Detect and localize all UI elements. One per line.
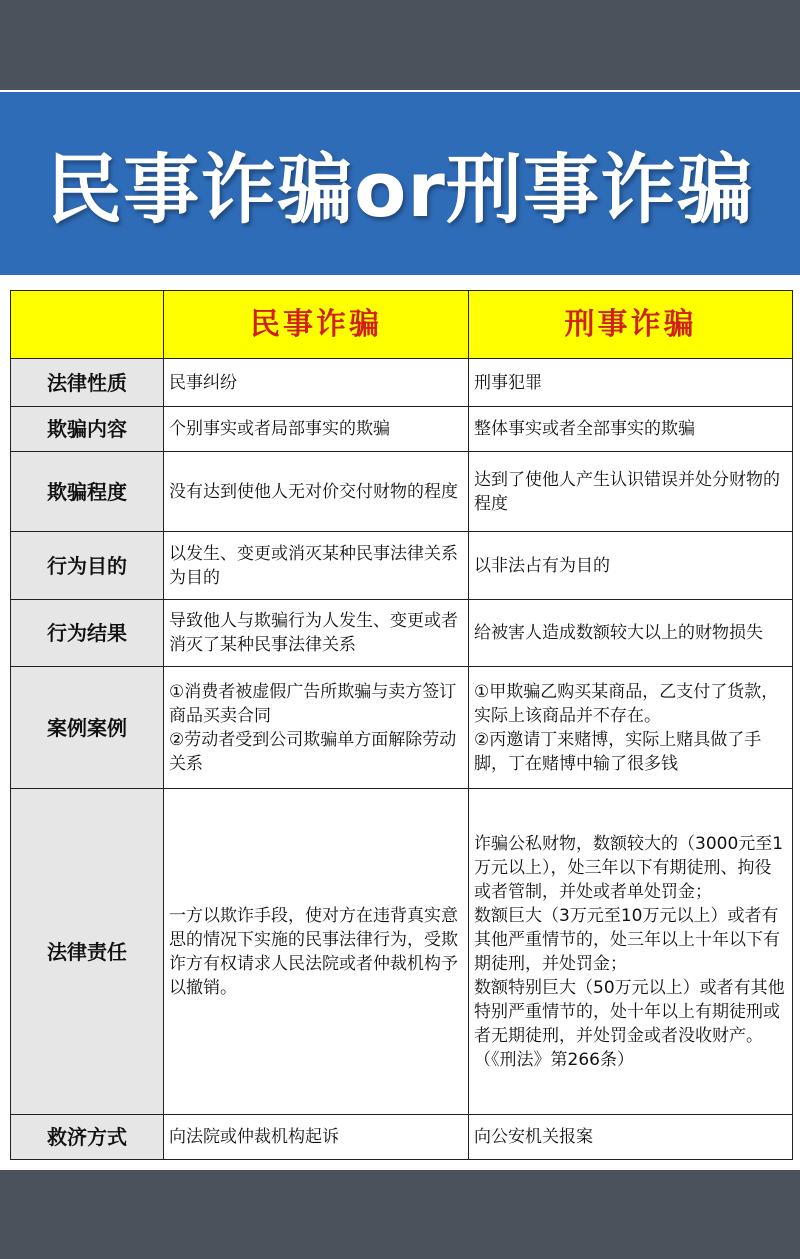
civil-cell: 民事纠纷 [164, 359, 469, 407]
header-civil: 民事诈骗 [164, 291, 469, 359]
criminal-cell: 诈骗公私财物，数额较大的（3000元至1万元以上），处三年以下有期徒刑、拘役或者管制，并处或者单处罚金； 数额巨大（3万元至10万元以上）或者有其他严重情节的，处三年以上十年以下有期徒刑，并处罚金； 数额特别巨大（50万元以上）或者有其他特别严重情节的，处十年以上有期徒刑或者无期徒刑，并处罚金或者没收财产。（《刑法》第266条） [469, 789, 793, 1115]
comparison-table [10, 290, 793, 1160]
table-row [11, 1115, 793, 1160]
civil-cell: 导致他人与欺骗行为人发生、变更或者消灭了某种民事法律关系 [164, 600, 469, 667]
criminal-cell: 向公安机关报案 [469, 1115, 793, 1160]
table-row [11, 359, 793, 407]
criminal-cell: ①甲欺骗乙购买某商品，乙支付了货款，实际上该商品并不存在。 ②丙邀请丁来赌博，实际上赌具做了手脚，丁在赌博中输了很多钱 [469, 667, 793, 789]
table-row [11, 452, 793, 532]
civil-cell: ①消费者被虚假广告所欺骗与卖方签订商品买卖合同 ②劳动者受到公司欺骗单方面解除劳动关系 [164, 667, 469, 789]
row-label: 行为目的 [11, 532, 164, 600]
table-row [11, 407, 793, 452]
bottom-bar [0, 1170, 800, 1259]
table-row [11, 532, 793, 600]
row-label: 救济方式 [11, 1115, 164, 1160]
civil-cell: 以发生、变更或消灭某种民事法律关系为目的 [164, 532, 469, 600]
row-label: 法律性质 [11, 359, 164, 407]
row-label: 法律责任 [11, 789, 164, 1115]
row-label: 行为结果 [11, 600, 164, 667]
criminal-cell: 刑事犯罪 [469, 359, 793, 407]
civil-cell: 没有达到使他人无对价交付财物的程度 [164, 452, 469, 532]
header-criminal: 刑事诈骗 [469, 291, 793, 359]
civil-cell: 向法院或仲裁机构起诉 [164, 1115, 469, 1160]
civil-cell: 一方以欺诈手段，使对方在违背真实意思的情况下实施的民事法律行为，受欺诈方有权请求人民法院或者仲裁机构予以撤销。 [164, 789, 469, 1115]
row-label: 欺骗内容 [11, 407, 164, 452]
row-label: 案例案例 [11, 667, 164, 789]
criminal-cell: 达到了使他人产生认识错误并处分财物的程度 [469, 452, 793, 532]
criminal-cell: 以非法占有为目的 [469, 532, 793, 600]
top-bar [0, 0, 800, 90]
page-title: 民事诈骗or刑事诈骗 [46, 145, 754, 234]
table-row [11, 789, 793, 1115]
civil-cell: 个别事实或者局部事实的欺骗 [164, 407, 469, 452]
table-row [11, 600, 793, 667]
header-empty [11, 291, 164, 359]
row-label: 欺骗程度 [11, 452, 164, 532]
table-row [11, 667, 793, 789]
criminal-cell: 整体事实或者全部事实的欺骗 [469, 407, 793, 452]
title-banner [0, 92, 800, 275]
criminal-cell: 给被害人造成数额较大以上的财物损失 [469, 600, 793, 667]
table-header [11, 291, 793, 359]
